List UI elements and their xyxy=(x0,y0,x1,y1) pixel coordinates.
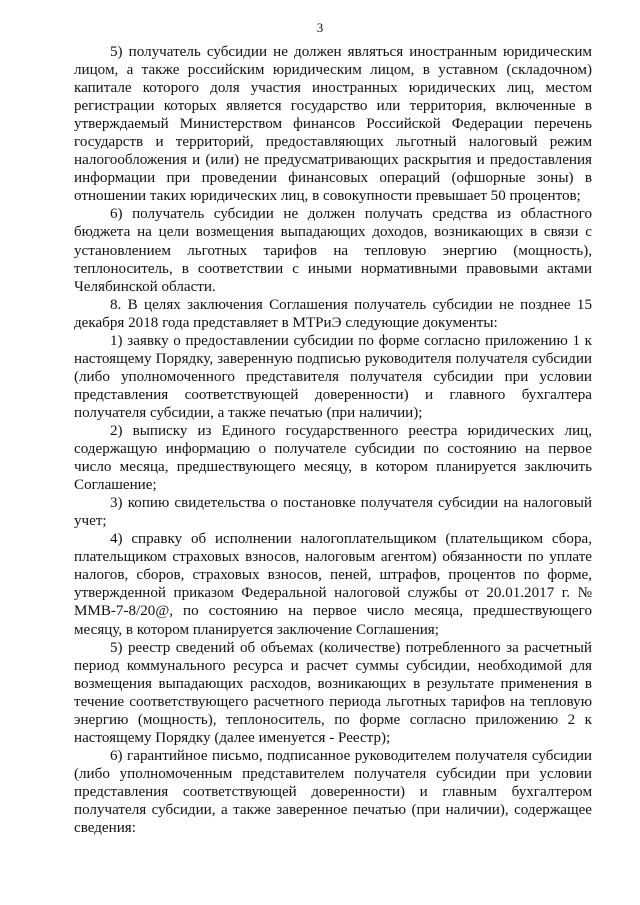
paragraph-item-6-guarantee-letter: 6) гарантийное письмо, подписанное руководителем получателя субсидии (либо уполномоченным представителем получателя субсидии при условии представления соответствующей доверенности) и главным бухгалтером получателя субсидии, а также заверенное печатью (при наличии), содержащее сведения: xyxy=(74,747,592,837)
paragraph-clause-6-regional-budget: 6) получатель субсидии не должен получать средства из областного бюджета на цели возмещения выпадающих доходов, возникающих в связи с установлением льготных тарифов на тепловую энергию (мощность), теплоноситель, в соответствии с иными нормативными правовыми актами Челябинской области. xyxy=(74,206,592,295)
paragraph-item-3-tax-certificate: 3) копию свидетельства о постановке получателя субсидии на налоговый учет; xyxy=(74,495,592,530)
paragraph-item-4-tax-statement: 4) справку об исполнении налогоплательщиком (плательщиком сбора, плательщиком страховых взносов, налоговым агентом) обязанности по уплате налогов, сборов, страховых взносов, пеней, штрафов, процентов по форме, утвержденной приказом Федеральной налоговой службы от 20.01.2017 г. № ММВ-7-8/20@, по состоянию на первое число месяца, предшествующего месяцу, в котором планируется заключение Соглашения; xyxy=(74,531,592,638)
paragraph-item-2-registry-extract: 2) выписку из Единого государственного реестра юридических лиц, содержащую информацию о получателе субсидии по состоянию на первое число месяца, предшествующего месяцу, в котором планируется заключить Соглашение; xyxy=(74,422,592,494)
paragraph-section-8-agreement: 8. В целях заключения Соглашения получатель субсидии не позднее 15 декабря 2018 года представляет в МТРиЭ следующие документы: xyxy=(74,296,592,331)
page-number: 3 xyxy=(316,20,324,35)
paragraph-item-5-registry: 5) реестр сведений об объемах (количестве) потребленного за расчетный период коммунального ресурса и расчет суммы субсидии, необходимой для возмещения выпадающих расходов, возникающих в результате применения в течение соответствующего расчетного периода льготных тарифов на тепловую энергию (мощность), теплоноситель, по форме согласно приложению 2 к настоящему Порядку (далее именуется - Реестр); xyxy=(74,639,592,746)
paragraph-item-1-application: 1) заявку о предоставлении субсидии по форме согласно приложению 1 к настоящему Порядку, заверенную подписью руководителя получателя субсидии (либо уполномоченного представителя получателя субсидии при условии представления соответствующей доверенности) и главного бухгалтера получателя субсидии, а также печатью (при наличии); xyxy=(74,332,592,421)
document-body xyxy=(74,43,592,837)
paragraph-clause-5-foreign-entity: 5) получатель субсидии не должен являться иностранным юридическим лицом, а также российским юридическим лицом, в уставном (складочном) капитале которого доля участия иностранных юридических лиц, местом регистрации которых является государство или территория, включенные в утверждаемый Министерством финансов Российской Федерации перечень государств и территорий, предоставляющих льготный налоговый режим налогообложения и (или) не предусматривающих раскрытия и предоставления информации при проведении финансовых операций (офшорные зоны) в отношении таких юридических лиц, в совокупности превышает 50 процентов; xyxy=(74,44,592,205)
